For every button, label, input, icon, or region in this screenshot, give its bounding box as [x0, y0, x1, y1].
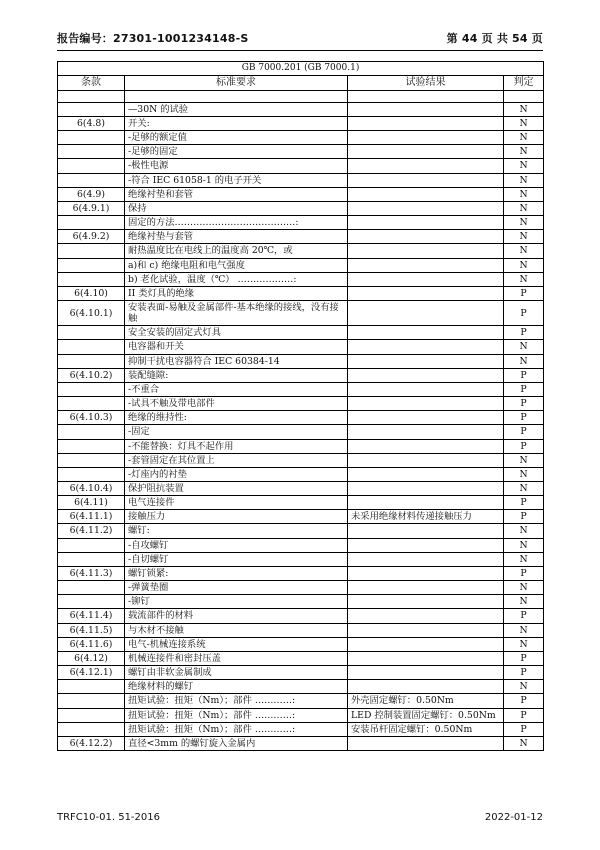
table-row	[58, 272, 544, 286]
verdict-cell: P	[504, 609, 544, 623]
result-cell	[348, 609, 504, 623]
requirement-cell: 接触压力	[125, 510, 348, 524]
result-cell	[348, 680, 504, 694]
requirement-cell: 绝缘的维持性:	[125, 411, 348, 425]
verdict-cell: N	[504, 230, 544, 244]
table-row	[58, 595, 544, 609]
result-cell: 未采用绝缘材料传递接触压力	[348, 510, 504, 524]
col-header-verdict: 判定	[504, 75, 544, 90]
header-divider	[57, 50, 543, 51]
requirement-cell: 绝缘材料的螺钉	[125, 680, 348, 694]
table-row	[58, 538, 544, 552]
verdict-cell: N	[504, 145, 544, 159]
requirement-cell: -足够的额定值	[125, 131, 348, 145]
clause-cell	[58, 397, 125, 411]
requirement-cell: -极性电源	[125, 159, 348, 173]
result-cell	[348, 736, 504, 750]
clause-cell: 6(4.11.2)	[58, 524, 125, 538]
verdict-cell: P	[504, 651, 544, 665]
result-cell	[348, 595, 504, 609]
requirement-cell: 螺钉由非软金属制成	[125, 666, 348, 680]
table-row	[58, 694, 544, 708]
requirement-cell: —30N 的试验	[125, 102, 348, 116]
clause-cell	[58, 145, 125, 159]
verdict-cell: N	[504, 354, 544, 368]
verdict-cell: N	[504, 736, 544, 750]
result-cell	[348, 102, 504, 116]
verdict-cell: N	[504, 538, 544, 552]
requirement-cell: -弹簧垫圈	[125, 581, 348, 595]
requirement-cell: 保持	[125, 201, 348, 215]
clause-cell: 6(4.9.1)	[58, 201, 125, 215]
clause-cell	[58, 467, 125, 481]
verdict-cell: N	[504, 258, 544, 272]
table-row	[58, 368, 544, 382]
table-row	[58, 102, 544, 116]
form-number: TRFC10-01. 51-2016	[57, 812, 160, 823]
table-row	[58, 354, 544, 368]
result-cell	[348, 538, 504, 552]
verdict-cell: N	[504, 453, 544, 467]
clause-cell	[58, 354, 125, 368]
result-cell	[348, 300, 504, 325]
table-row	[58, 623, 544, 637]
table-row	[58, 651, 544, 665]
requirement-cell: -套管固定在其位置上	[125, 453, 348, 467]
clause-cell: 6(4.11.3)	[58, 566, 125, 580]
requirement-cell: 开关:	[125, 116, 348, 130]
result-cell	[348, 552, 504, 566]
result-cell	[348, 286, 504, 300]
result-cell	[348, 411, 504, 425]
verdict-cell: P	[504, 425, 544, 439]
table-row	[58, 722, 544, 736]
clause-cell	[58, 708, 125, 722]
clause-cell	[58, 216, 125, 230]
clause-cell	[58, 425, 125, 439]
result-cell: 外壳固定螺钉：0.50Nm	[348, 694, 504, 708]
clause-cell	[58, 272, 125, 286]
result-cell	[348, 216, 504, 230]
result-cell	[348, 467, 504, 481]
table-row	[58, 510, 544, 524]
requirement-cell: -不重合	[125, 382, 348, 396]
table-row	[58, 145, 544, 159]
result-cell	[348, 201, 504, 215]
result-cell	[348, 623, 504, 637]
table-row	[58, 244, 544, 258]
verdict-cell: N	[504, 581, 544, 595]
verdict-cell: P	[504, 300, 544, 325]
clause-cell: 6(4.12.1)	[58, 666, 125, 680]
verdict-cell: N	[504, 201, 544, 215]
table-row	[58, 340, 544, 354]
verdict-cell: P	[504, 326, 544, 340]
clause-cell: 6(4.11)	[58, 496, 125, 510]
result-cell	[348, 368, 504, 382]
requirement-cell: 扭矩试验：扭矩（Nm）；部件 …………:	[125, 708, 348, 722]
result-cell	[348, 244, 504, 258]
spacer-row	[58, 90, 544, 102]
table-row	[58, 286, 544, 300]
table-row	[58, 173, 544, 187]
clause-cell: 6(4.11.4)	[58, 609, 125, 623]
clause-cell	[58, 159, 125, 173]
standard-row	[58, 62, 544, 76]
clause-cell: 6(4.11.5)	[58, 623, 125, 637]
table-row	[58, 609, 544, 623]
clause-cell: 6(4.12)	[58, 651, 125, 665]
requirement-cell: 绝缘衬垫与套管	[125, 230, 348, 244]
requirement-cell: 绝缘衬垫和套管	[125, 187, 348, 201]
table-row	[58, 300, 544, 325]
requirement-cell: -铆钉	[125, 595, 348, 609]
verdict-cell: P	[504, 439, 544, 453]
table-row	[58, 439, 544, 453]
table-row	[58, 201, 544, 215]
table-row	[58, 453, 544, 467]
col-header-clause: 条款	[58, 75, 125, 90]
requirement-cell: 电容器和开关	[125, 340, 348, 354]
requirement-cell: a)和 c) 绝缘电阻和电气强度	[125, 258, 348, 272]
requirement-cell: 螺钉:	[125, 524, 348, 538]
clause-cell: 6(4.10.1)	[58, 300, 125, 325]
verdict-cell: P	[504, 397, 544, 411]
table-row	[58, 116, 544, 130]
requirement-cell: 机械连接件和密封压盖	[125, 651, 348, 665]
verdict-cell: P	[504, 286, 544, 300]
table-row	[58, 666, 544, 680]
clause-cell: 6(4.11.1)	[58, 510, 125, 524]
requirement-cell: b) 老化试验，温度（℃） ………………:	[125, 272, 348, 286]
clause-cell: 6(4.11.6)	[58, 637, 125, 651]
result-cell	[348, 131, 504, 145]
requirement-cell: 扭矩试验：扭矩（Nm）；部件 …………:	[125, 694, 348, 708]
result-cell	[348, 173, 504, 187]
clause-cell: 6(4.10.3)	[58, 411, 125, 425]
table-row	[58, 708, 544, 722]
result-cell	[348, 397, 504, 411]
verdict-cell: N	[504, 552, 544, 566]
clause-cell: 6(4.10)	[58, 286, 125, 300]
clause-cell: 6(4.8)	[58, 116, 125, 130]
verdict-cell: N	[504, 680, 544, 694]
clause-cell	[58, 326, 125, 340]
requirement-cell: II 类灯具的绝缘	[125, 286, 348, 300]
requirement-cell: 与木材不接触	[125, 623, 348, 637]
requirement-cell: -固定	[125, 425, 348, 439]
table-row	[58, 230, 544, 244]
verdict-cell: N	[504, 467, 544, 481]
verdict-cell: N	[504, 595, 544, 609]
table-row	[58, 411, 544, 425]
clause-cell	[58, 258, 125, 272]
clause-cell	[58, 538, 125, 552]
test-results-table	[57, 61, 544, 751]
requirement-cell: -自切螺钉	[125, 552, 348, 566]
col-header-requirement: 标准要求	[125, 75, 348, 90]
clause-cell: 6(4.9)	[58, 187, 125, 201]
clause-cell	[58, 439, 125, 453]
clause-cell	[58, 173, 125, 187]
verdict-cell: P	[504, 510, 544, 524]
result-cell	[348, 159, 504, 173]
clause-cell	[58, 552, 125, 566]
requirement-cell: -灯座内的衬垫	[125, 467, 348, 481]
verdict-cell: P	[504, 368, 544, 382]
requirement-cell: 扭矩试验：扭矩（Nm）；部件 …………:	[125, 722, 348, 736]
verdict-cell: P	[504, 411, 544, 425]
table-row	[58, 581, 544, 595]
clause-cell	[58, 722, 125, 736]
table-row	[58, 566, 544, 580]
verdict-cell: N	[504, 131, 544, 145]
requirement-cell: 直径<3mm 的螺钉旋入金属内	[125, 736, 348, 750]
clause-cell: 6(4.10.4)	[58, 482, 125, 496]
verdict-cell: P	[504, 382, 544, 396]
result-cell	[348, 187, 504, 201]
clause-cell: 6(4.9.2)	[58, 230, 125, 244]
requirement-cell: -自攻螺钉	[125, 538, 348, 552]
page-info: 第 44 页 共 54 页	[446, 32, 543, 45]
col-header-result: 试验结果	[348, 75, 504, 90]
result-cell	[348, 482, 504, 496]
requirement-cell: 耐热温度比在电线上的温度高 20℃，或	[125, 244, 348, 258]
verdict-cell: N	[504, 272, 544, 286]
clause-cell	[58, 131, 125, 145]
requirement-cell: 螺钉锁紧:	[125, 566, 348, 580]
clause-cell	[58, 340, 125, 354]
result-cell	[348, 354, 504, 368]
report-date: 2022-01-12	[484, 812, 543, 823]
table-row	[58, 382, 544, 396]
clause-cell	[58, 244, 125, 258]
result-cell	[348, 566, 504, 580]
verdict-cell: N	[504, 216, 544, 230]
requirement-cell: 固定的方法…………………………………:	[125, 216, 348, 230]
report-number: 报告编号：27301-1001234148-S	[57, 32, 249, 45]
table-row	[58, 552, 544, 566]
result-cell: 安装吊杆固定螺钉：0.50Nm	[348, 722, 504, 736]
verdict-cell: N	[504, 159, 544, 173]
table-row	[58, 524, 544, 538]
column-header-row	[58, 75, 544, 90]
result-cell	[348, 651, 504, 665]
standard-title: GB 7000.201 (GB 7000.1)	[58, 62, 544, 76]
requirement-cell: -足够的固定	[125, 145, 348, 159]
verdict-cell: N	[504, 482, 544, 496]
verdict-cell: P	[504, 722, 544, 736]
result-cell	[348, 116, 504, 130]
result-cell	[348, 382, 504, 396]
table-row	[58, 467, 544, 481]
requirement-cell: 保护阻抗装置	[125, 482, 348, 496]
verdict-cell: N	[504, 244, 544, 258]
result-cell	[348, 524, 504, 538]
table-row	[58, 736, 544, 750]
verdict-cell: P	[504, 666, 544, 680]
clause-cell	[58, 453, 125, 467]
table-row	[58, 680, 544, 694]
clause-cell	[58, 694, 125, 708]
clause-cell: 6(4.10.2)	[58, 368, 125, 382]
verdict-cell: N	[504, 187, 544, 201]
result-cell	[348, 581, 504, 595]
requirement-cell: -试具不触及带电部件	[125, 397, 348, 411]
result-cell	[348, 326, 504, 340]
requirement-cell: 载流部件的材料	[125, 609, 348, 623]
table-row	[58, 496, 544, 510]
verdict-cell: N	[504, 623, 544, 637]
table-row	[58, 216, 544, 230]
table-row	[58, 187, 544, 201]
requirement-cell: 抑制干扰电容器符合 IEC 60384-14	[125, 354, 348, 368]
requirement-cell: 安装表面-易触及金属部件-基本绝缘的接线，没有接触	[125, 300, 348, 325]
verdict-cell: N	[504, 102, 544, 116]
table-row	[58, 397, 544, 411]
result-cell	[348, 258, 504, 272]
clause-cell	[58, 595, 125, 609]
verdict-cell: N	[504, 116, 544, 130]
verdict-cell: P	[504, 496, 544, 510]
table-row	[58, 258, 544, 272]
result-cell	[348, 637, 504, 651]
clause-cell: 6(4.12.2)	[58, 736, 125, 750]
requirement-cell: 电气-机械连接系统	[125, 637, 348, 651]
clause-cell	[58, 382, 125, 396]
requirement-cell: 安全安装的固定式灯具	[125, 326, 348, 340]
verdict-cell: N	[504, 524, 544, 538]
verdict-cell: N	[504, 340, 544, 354]
table-row	[58, 131, 544, 145]
result-cell	[348, 439, 504, 453]
result-cell	[348, 496, 504, 510]
verdict-cell: N	[504, 173, 544, 187]
result-cell	[348, 453, 504, 467]
table-row	[58, 425, 544, 439]
result-cell: LED 控制装置固定螺钉：0.50Nm	[348, 708, 504, 722]
requirement-cell: 电气连接件	[125, 496, 348, 510]
table-row	[58, 326, 544, 340]
verdict-cell: P	[504, 708, 544, 722]
verdict-cell: P	[504, 694, 544, 708]
result-cell	[348, 425, 504, 439]
clause-cell	[58, 581, 125, 595]
requirement-cell: 装配缝隙:	[125, 368, 348, 382]
verdict-cell: N	[504, 637, 544, 651]
result-cell	[348, 666, 504, 680]
table-row	[58, 159, 544, 173]
result-cell	[348, 272, 504, 286]
result-cell	[348, 230, 504, 244]
result-cell	[348, 340, 504, 354]
clause-cell	[58, 102, 125, 116]
clause-cell	[58, 680, 125, 694]
result-cell	[348, 145, 504, 159]
table-row	[58, 637, 544, 651]
requirement-cell: -不能替换：灯具不起作用	[125, 439, 348, 453]
verdict-cell: P	[504, 566, 544, 580]
requirement-cell: -符合 IEC 61058-1 的电子开关	[125, 173, 348, 187]
table-row	[58, 482, 544, 496]
